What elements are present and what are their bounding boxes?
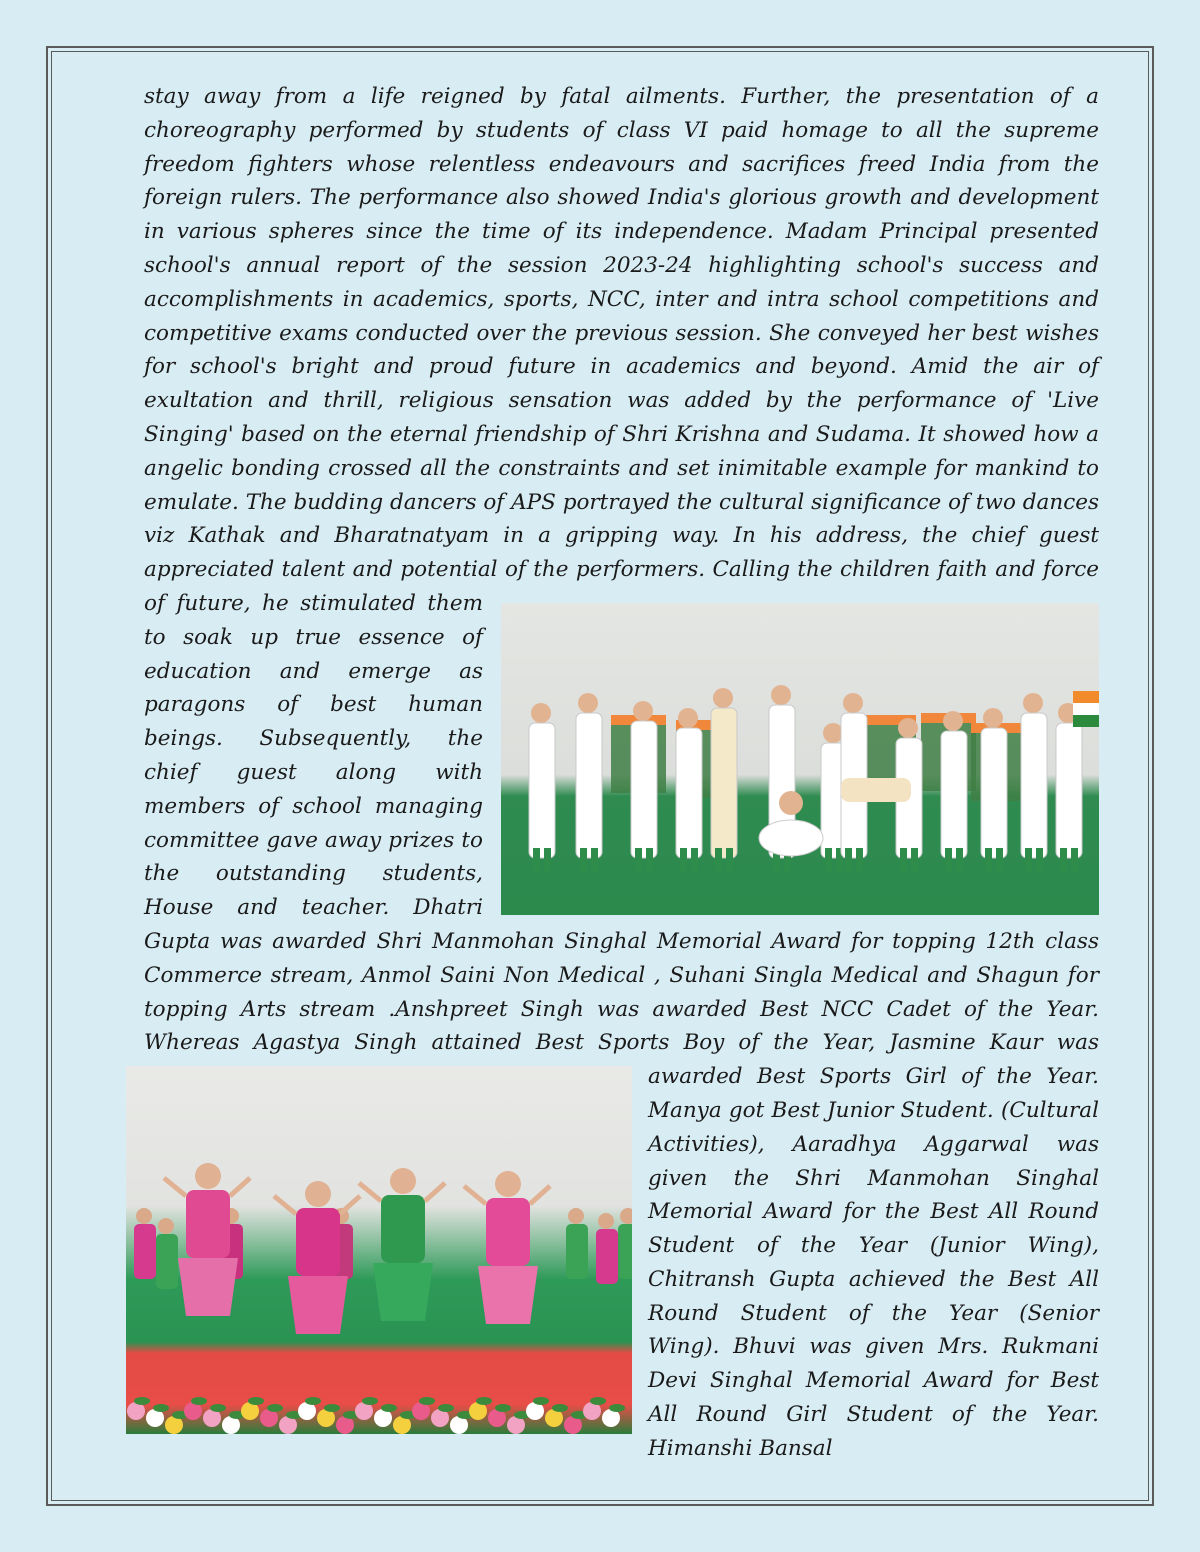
article-text-part-3: Boy of the Year, Jasmine Kaur was awarded Best Sports Girl of the Year. Manya got Best Junior Student. (Cultural Activities), Aaradhya Aggarwal was given the Shri Manmohan Singhal Memorial Award for the Best All Round Student of the Year (Junior Wing), Chitransh Gupta achieved the Best All Round Student of the Year (Senior Wing). Bhuvi was given Mrs. Rukmani Devi Singhal Memorial Award for Best All Round Girl Student of the Year. Himanshi Bansal (648, 1030, 1100, 1461)
photo-folk-dance-performance (126, 1066, 632, 1434)
article-text-part-1: stay away from a life reigned by fatal ailments. Further, the presentation of a choreography performed by students of class VI paid homage to all the supreme freedom fighters whose relentless endeavours and sacrifices freed India from the foreign rulers. The performance also showed India's glorious growth and development in various spheres since the time of its independence. Madam Principal presented school's annual report of the session 2023-24 highlighting school's success and accomplishments in academics, sports, NCC, inter and intra school competitions and competitive exams conducted over the previous session. She conveyed her best wishes for school's bright and proud future in academics and beyond. Amid the air of exultation and thrill, religious sensation was added by the performance of 'Live Singing' based on the eternal friendship of Shri Krishna and Sudama. It showed how a angelic bonding crossed all the constraints and set inimitable example for mankind to emulate. The budding dancers of APS portrayed the cultural significance of two dances viz Kathak and Bharatnatyam in a gripping way. In his address, the chief guest appreciated talent and potential (144, 84, 1099, 583)
article-flow (144, 80, 1099, 1466)
article-text-part-2: of the performers. Calling the children faith and force of future, he stimulated them to soak up true essence of education and emerge as paragons of best human beings. Subsequently, the chief guest along with members of school managing committee gave away prizes to the outstanding students, House and teacher. Dhatri Gupta was awarded Shri Manmohan Singhal Memorial Award for topping 12th class Commerce stream, Anmol Saini Non Medical , Suhani Singla Medical and Shagun for topping Arts stream .Anshpreet Singh was awarded Best NCC Cadet of the Year. Whereas Agastya Singh attained Best Sports (144, 557, 1099, 1056)
article-paragraph (144, 80, 1099, 1466)
photo-freedom-fighters-performance (501, 603, 1099, 915)
